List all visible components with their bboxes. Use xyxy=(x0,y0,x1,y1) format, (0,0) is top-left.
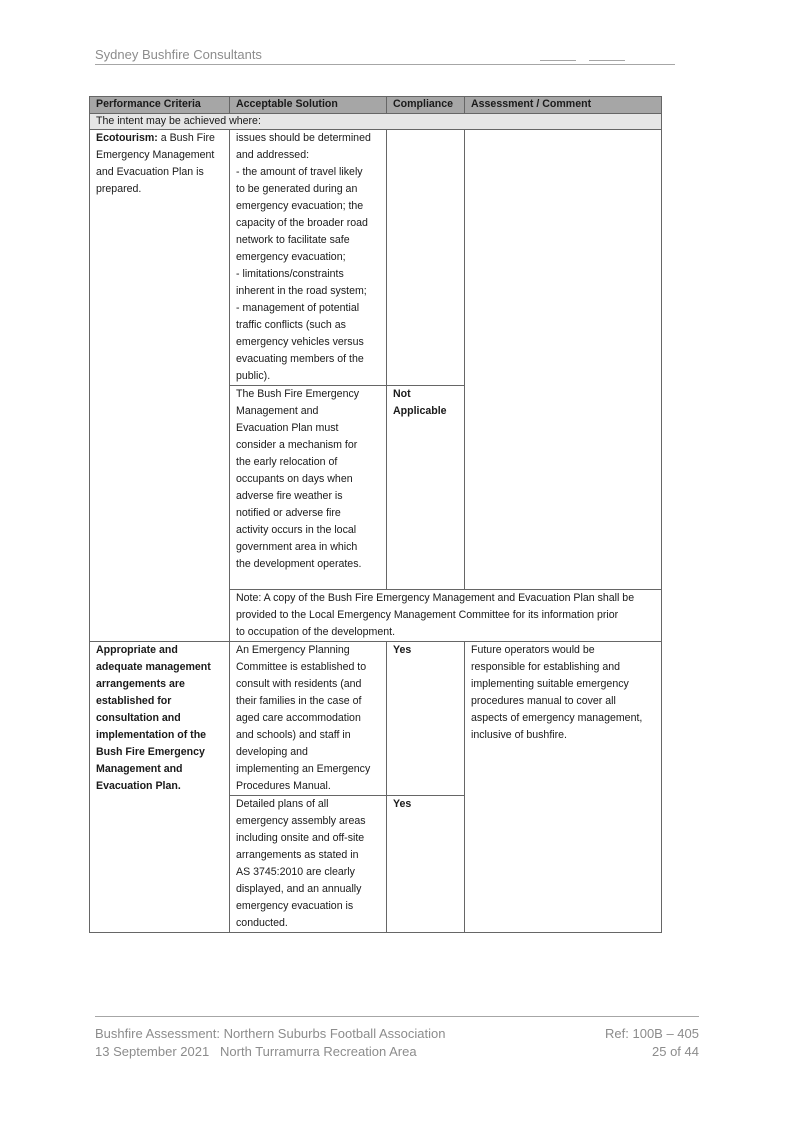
criteria-text: a Bush Fire Emergency Management and Evacuation Plan is prepared. xyxy=(96,132,215,195)
criteria-cell xyxy=(90,130,230,642)
column-header: Acceptable Solution xyxy=(230,97,387,114)
solution-cell: issues should be determined and addressed: - the amount of travel likely to be generated during an emergency evacuation; the capacity of the broader road network to facilitate safe emergency evacuation; - limitations/constraints inherent in the road system; - management of potential traffic conflicts (such as emergency vehicles versus evacuating members of the public). xyxy=(230,130,387,386)
compliance-cell: Not Applicable xyxy=(387,386,465,590)
note-cell xyxy=(230,590,662,642)
header-rule-accent xyxy=(540,60,576,61)
note-line: Note: A copy of the Bush Fire Emergency Management and Evacuation Plan shall be xyxy=(236,592,635,604)
footer-rule xyxy=(95,1016,699,1017)
column-header: Assessment / Comment xyxy=(465,97,662,114)
compliance-cell: Yes xyxy=(387,642,465,796)
company-name: Sydney Bushfire Consultants xyxy=(95,47,262,62)
column-header: Compliance xyxy=(387,97,465,114)
header-rule-accent xyxy=(589,60,625,61)
intent-row xyxy=(90,114,662,130)
note-line: provided to the Local Emergency Management Committee for its information prior xyxy=(236,609,619,621)
table-header-row xyxy=(90,97,662,114)
criteria-cell: Appropriate and adequate management arrangements are established for consultation and implementation of the Bush Fire Emergency Management and Evacuation Plan. xyxy=(90,642,230,933)
criteria-heading: Ecotourism: xyxy=(96,132,158,144)
table-row xyxy=(90,130,662,386)
footer-location: North Turramurra Recreation Area xyxy=(220,1044,417,1059)
footer-ref: Ref: 100B – 405 xyxy=(605,1026,699,1041)
footer-doc-title: Bushfire Assessment: Northern Suburbs Football Association xyxy=(95,1026,446,1041)
footer-date-location xyxy=(95,1043,417,1061)
note-line: to occupation of the development. xyxy=(236,626,396,638)
solution-cell: Detailed plans of all emergency assembly areas including onsite and off-site arrangements as stated in AS 3745:2010 are clearly displayed, and an annually emergency evacuation is conducted. xyxy=(230,796,387,933)
footer-date: 13 September 2021 xyxy=(95,1044,210,1059)
solution-cell: The Bush Fire Emergency Management and Evacuation Plan must consider a mechanism for the early relocation of occupants on days when adverse fire weather is notified or adverse fire activity occurs in the local government area in which the development operates. xyxy=(230,386,387,590)
page-footer xyxy=(95,1016,699,1061)
page-header xyxy=(95,47,675,62)
assessment-cell xyxy=(465,130,662,590)
performance-criteria-table xyxy=(89,96,662,933)
assessment-cell: Future operators would be responsible for establishing and implementing suitable emergency procedures manual to cover all aspects of emergency management, inclusive of bushfire. xyxy=(465,642,662,933)
solution-cell: An Emergency Planning Committee is established to consult with residents (and their families in the case of aged care accommodation and schools) and staff in developing and implementing an Emergency Procedures Manual. xyxy=(230,642,387,796)
compliance-cell xyxy=(387,130,465,386)
header-rule xyxy=(95,64,675,65)
intent-text: The intent may be achieved where: xyxy=(90,114,662,130)
table-row xyxy=(90,642,662,796)
compliance-cell: Yes xyxy=(387,796,465,933)
column-header: Performance Criteria xyxy=(90,97,230,114)
footer-page-number: 25 of 44 xyxy=(652,1044,699,1059)
